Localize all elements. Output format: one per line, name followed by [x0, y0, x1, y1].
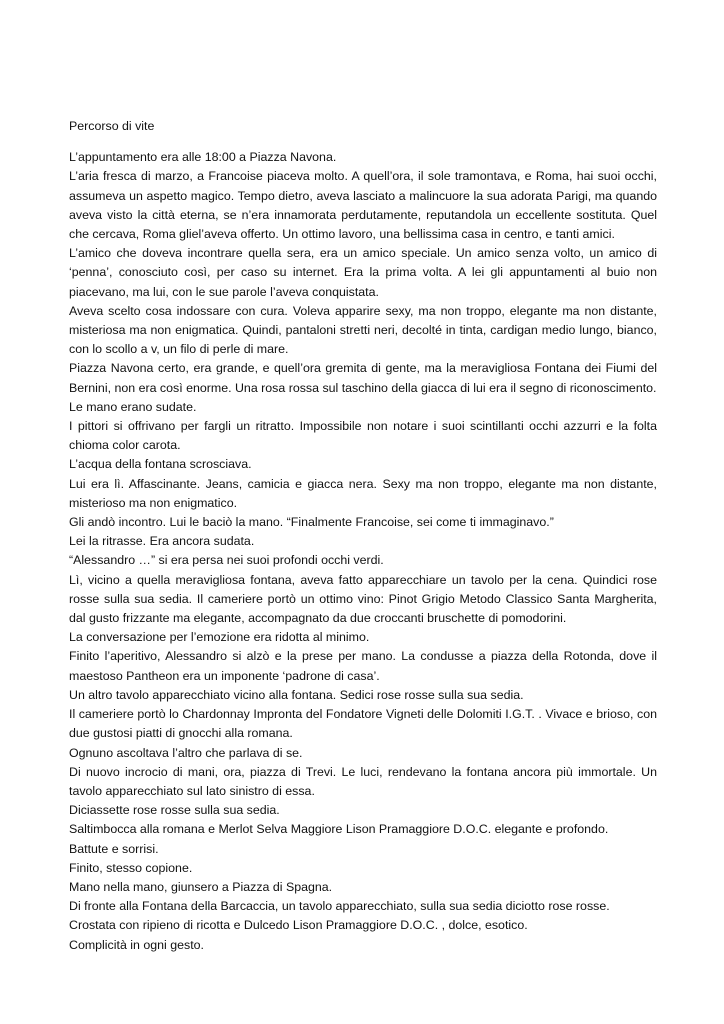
- paragraph: I pittori si offrivano per fargli un ritratto. Impossibile non notare i suoi scintillanti occhi azzurri e la folta chioma color carota.: [69, 419, 657, 453]
- paragraph: Saltimbocca alla romana e Merlot Selva Maggiore Lison Pramaggiore D.O.C. elegante e profondo.: [69, 822, 609, 837]
- paragraph: Complicità in ogni gesto.: [69, 937, 204, 952]
- paragraph: Aveva scelto cosa indossare con cura. Voleva apparire sexy, ma non troppo, elegante ma non distante, misteriosa ma non enigmatica. Quindi, pantaloni stretti neri, decolté in tinta, cardigan medio lungo, bianco, con lo scollo a v, un filo di perle di mare.: [69, 303, 657, 357]
- paragraph: Un altro tavolo apparecchiato vicino alla fontana. Sedici rose rosse sulla sua sedia.: [69, 687, 524, 702]
- paragraph: L’amico che doveva incontrare quella sera, era un amico speciale. Un amico senza volto, un amico di ‘penna’, conosciuto così, per caso su internet. Era la prima volta. A lei gli appuntamenti al buio non piacevano, ma lui, con le sue parole l’aveva conquistata.: [69, 246, 657, 299]
- paragraph: Di nuovo incrocio di mani, ora, piazza di Trevi. Le luci, rendevano la fontana ancora più immortale. Un tavolo apparecchiato sul lato sinistro di essa.: [69, 764, 657, 798]
- paragraph: Crostata con ripieno di ricotta e Dulcedo Lison Pramaggiore D.O.C. , dolce, esotico.: [69, 918, 528, 933]
- paragraph: Ognuno ascoltava l’altro che parlava di se.: [69, 745, 303, 760]
- paragraph-list: [69, 148, 657, 955]
- paragraph: L’aria fresca di marzo, a Francoise piaceva molto. A quell’ora, il sole tramontava, e Roma, hai suoi occhi, assumeva un aspetto magico. Tempo dietro, aveva lasciato a malincuore la sua adorata Parigi, ma quando aveva visto la città eterna, se n’era innamorata perdutamente, reputandola un eccellente sostituta. Quel che cercava, Roma gliel’aveva offerto. Un ottimo lavoro, una bellissima casa in centro, e tanti amici.: [69, 169, 657, 242]
- paragraph: Lei la ritrasse. Era ancora sudata.: [69, 534, 255, 549]
- document-title: Percorso di vite: [69, 119, 155, 133]
- paragraph: Mano nella mano, giunsero a Piazza di Spagna.: [69, 879, 333, 894]
- paragraph: La conversazione per l’emozione era ridotta al minimo.: [69, 630, 370, 645]
- paragraph: Diciassette rose rosse sulla sua sedia.: [69, 803, 280, 818]
- paragraph: Il cameriere portò lo Chardonnay Impronta del Fondatore Vigneti delle Dolomiti I.G.T. . Vivace e brioso, con due gustosi piatti di gnocchi alla romana.: [69, 707, 657, 741]
- document-body: [69, 117, 657, 955]
- paragraph: Battute e sorrisi.: [69, 841, 159, 856]
- paragraph: Gli andò incontro. Lui le baciò la mano. “Finalmente Francoise, sei come ti immaginavo.”: [69, 515, 554, 530]
- paragraph: L’acqua della fontana scrosciava.: [69, 457, 252, 472]
- paragraph: “Alessandro …” si era persa nei suoi profondi occhi verdi.: [69, 553, 384, 568]
- paragraph: Finito, stesso copione.: [69, 860, 193, 875]
- paragraph: Piazza Navona certo, era grande, e quell’ora gremita di gente, ma la meravigliosa Fontana dei Fiumi del Bernini, non era così enorme. Una rosa rossa sul taschino della giacca di lui era il segno di riconoscimento.: [69, 361, 657, 395]
- paragraph: Finito l’aperitivo, Alessandro si alzò e la prese per mano. La condusse a piazza della Rotonda, dove il maestoso Pantheon era un imponente ‘padrone di casa’.: [69, 649, 657, 683]
- paragraph: L’appuntamento era alle 18:00 a Piazza Navona.: [69, 150, 337, 165]
- paragraph: Di fronte alla Fontana della Barcaccia, un tavolo apparecchiato, sulla sua sedia diciotto rose rosse.: [69, 899, 610, 914]
- paragraph: Lui era lì. Affascinante. Jeans, camicia e giacca nera. Sexy ma non troppo, elegante ma non distante, misterioso ma non enigmatico.: [69, 476, 657, 510]
- paragraph: Le mano erano sudate.: [69, 399, 197, 414]
- paragraph: Lì, vicino a quella meravigliosa fontana, aveva fatto apparecchiare un tavolo per la cena. Quindici rose rosse sulla sua sedia. Il cameriere portò un ottimo vino: Pinot Grigio Metodo Classico Santa Margherita, dal gusto frizzante ma elegante, accompagnato da due croccanti bruschette di pomodorini.: [69, 572, 657, 626]
